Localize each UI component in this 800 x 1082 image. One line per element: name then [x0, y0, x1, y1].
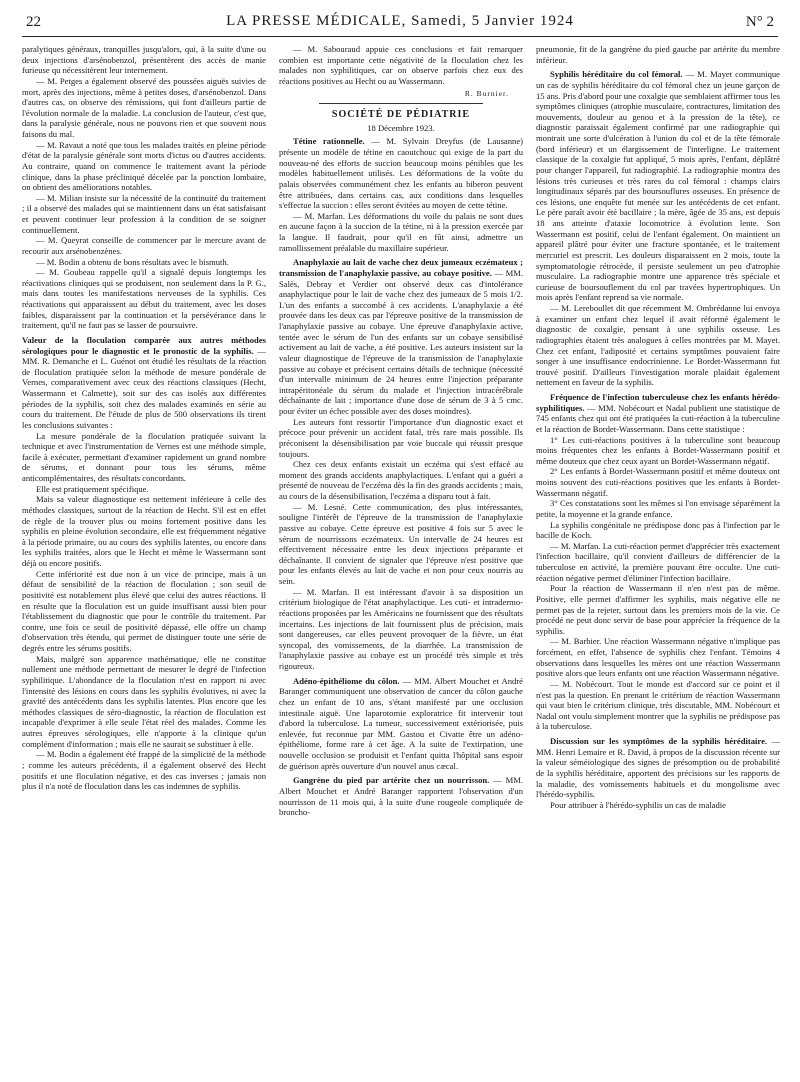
article-paragraph	[22, 335, 266, 431]
paragraph: — M. Lesné. Cette communication, des plus intéressantes, souligne l'intérêt de l'épreuve de la transmission de l'anaphylaxie passive au cobaye. Cette épreuve est positive 4 fois sur 5 avec le sérum de nourrissons eczémateux. Un intervalle de 24 heures est effectivement nécessaire entre les deux injections préparante et déchaînante. Il convient de signaler que l'épreuve n'est positive que pour les enfants élevés au lait de vache et non pour ceux nourris au sein.	[279, 501, 523, 586]
article-body: — MM. Henri Lemaire et R. David, à propos de la discussion récente sur la valeur séméiologique des signes de présomption ou de probabilité de la syphilis héréditaire, apportent des précisions sur les rapports de la maladie, des vomissements habituels et du mongolisme avec l'hérédo-syphilis.	[536, 736, 780, 800]
section-divider	[319, 103, 483, 104]
article-heading: Fréquence de l'infection tuberculeuse chez les enfants hérédo-syphilitiques.	[536, 392, 780, 413]
paragraph: — M. Milian insiste sur la nécessité de la continuité du traitement ; il a observé des malades qui se maintiennent dans un état satisfaisant et peuvent continuer leur profession à la condition de se soigner continuellement.	[22, 192, 266, 235]
paragraph: — M. Bodin a également été frappé de la simplicité de la méthode ; comme les auteurs précédents, il a également observé des Hecht positifs et une floculation négative, et des cas inverses ; jamais non plus il n'a noté de floculation dans les cas indemnes de syphilis.	[22, 749, 266, 792]
article-heading: Gangrène du pied par artérite chez un nourrisson.	[293, 775, 490, 786]
column-2	[279, 44, 523, 1072]
paragraph: — M. Bodin a obtenu de bons résultats avec le bismuth.	[36, 256, 229, 267]
article-heading: Anaphylaxie au lait de vache chez deux jumeaux eczémateux ; transmission de l'anaphylaxie passive, au cobaye positive.	[279, 257, 523, 278]
page-number: 22	[26, 14, 41, 30]
article-body: — M. Mayet communique un cas de syphilis héréditaire du col fémoral chez un jeune garçon de 15 ans. Pris d'abord pour une coxalgie que semblaient affirmer tous les symptômes cliniques (atrophie musculaire, contractures, limitation des mouvements, douleur au genou et à la pression de la tête), ce diagnostic paraissait également confirmé par une radiographie qui montrait une sorte d'ulcération à l'union du col et de la tête fémorale (bord inférieur) et un élargissement de l'interligne. Le traitement classique de la coxalgie fut appliqué, 5 mois après, l'enfant, déplâtré pour changer l'appareil, fut radiographié. La radiographie montra des lésions très curieuses et très rares du col fémoral : champs clairs longitudinaux séparés par des boursouflures osseuses. En présence de ces lésions, une enquête fut menée sur les antécédents de cet enfant. Le père paraît avoir été bacillaire ; la mère, âgée de 35 ans, est depuis 18 ans atteinte d'ataxie locomotrice à évolution lente. Son Wassermann est positif, celui de l'enfant également. On maintient un appareil plâtré pour éviter une fracture spontanée, et le traitement mercuriel est prescrit. Les douleurs disparaissent en 2 mois, toute la symptomatologie rétrocède, il persiste seulement un peu d'atrophie musculaire. La radiographie montre une apparence très spéciale et curieuse de boursouflement du col par travées hypertrophiques. Un mois après l'enfant reprend sa vie normale.	[536, 69, 780, 303]
paragraph: — M. Marfan. La cuti-réaction permet d'apprécier très exactement l'infection bacillaire, qu'il convient d'ailleurs de différencier de la tuberculose en activité, la première pouvant être occulte. Une cuti-réaction négative permet d'éliminer l'infection bacillaire.	[536, 540, 780, 583]
article-heading: Syphilis héréditaire du col fémoral.	[550, 69, 683, 80]
paragraph: — M. Lereboullet dit que récemment M. Ombrédanne lui envoya à examiner un enfant chez lequel il avait réformé également le diagnostic de coxalgie, pensant à une syphilis osseuse. Les radiographies étaient très analogues à celles montrées par M. Mayet. Chez cet enfant, l'adiposité et certains symptômes pouvaient faire songer à une insuffisance endocrinienne. Le Bordet-Wassermann fut trouvé positif. D'ailleurs l'investigation morale plaidait également nettement en faveur de la syphilis.	[536, 303, 780, 388]
paragraph: La syphilis congénitale ne prédispose donc pas à l'infection par le bacille de Koch.	[536, 519, 780, 541]
article-heading: Valeur de la floculation comparée aux autres méthodes sérologiques pour le diagnostic et le pronostic de la syphilis.	[22, 334, 266, 356]
page-header	[22, 10, 778, 37]
article-paragraph	[279, 257, 523, 416]
journal-title: LA PRESSE MÉDICALE, Samedi, 5 Janvier 1924	[226, 13, 574, 29]
paragraph: — M. Nobécourt. Tout le monde est d'accord sur ce point et il n'est pas la question. En prenant le critérium de réaction Wassermann qui vaut bien le critérium clinique, très discutable, MM. Nobécourt et Nadal ont voulu simplement montrer que la syphilis ne prédispose pas à la tuberculose.	[536, 678, 780, 732]
paragraph: — M. Barbier. Une réaction Wassermann négative n'implique pas forcément, en effet, l'absence de syphilis chez l'enfant. Témoins 4 observations dans lesquelles les mères ont une réaction Wassermann positive alors que leurs enfants ont une réaction Wassermann négative.	[536, 636, 780, 679]
paragraph: — M. Marfan. Les déformations du voile du palais ne sont dues en aucune façon à la succion de la tétine, ni à la pression exercée par la langue. Il faudrait, pour qu'il en fût ainsi, admettre un ramollissement préalable du maxillaire supérieur.	[279, 210, 523, 253]
article-body: — MM. Salès, Debray et Verdier ont observé deux cas d'intolérance anaphylactique pour le lait de vache chez des jumeaux de 5 mois 1/2. L'un des enfants a succombé à ces accidents. L'anaphylaxie a été prouvée dans les deux cas par l'épreuve positive de la transmission de l'anaphylaxie passive au cobaye. Une épreuve d'anaphylaxie active, tentée avec le sérum de l'un des enfants sur un cobaye sensibilisé activement au lait de vache, a été positive. Les auteurs insistent sur la valeur diagnostique de l'épreuve de la transmission de l'anaphylaxie passive au cobaye et précisent certains détails de technique (nécessité d'un intervalle minimum de 24 heures entre l'injection préparante intrapéritonéale du sérum du malade et l'injection intracérébrale déchaînante de lait ; importance d'une dose de sérum de 3 à 5 cmc. pour éviter un échec possible avec des doses moindres).	[279, 267, 523, 416]
paragraph: Pour la réaction de Wassermann il n'en n'est pas de même. Positive, elle permet d'affirmer les syphilis, mais négative elle ne permet pas de la rejeter, surtout dans les premiers mois de la vie. Ce procédé ne peut donc servir de base pour apprécier la fréquence de la syphilis.	[536, 583, 780, 636]
article-paragraph	[279, 775, 523, 818]
article-heading: Adéno-épithéliome du côlon.	[293, 675, 400, 686]
signature: R. Burnier.	[464, 88, 509, 98]
article-columns	[22, 44, 780, 1072]
paragraph: — M. Ravaut a noté que tous les malades traités en pleine période d'état de la paralysie générale sont morts d'ictus ou d'autres accidents. Au contraire, quand on commence le traitement avant la période clinique, dans la phase précliniqué décelée par la ponction lombaire, on obtient des améliorations notables.	[22, 139, 266, 193]
paragraph: 3° Ces constatations sont les mêmes si l'on envisage séparément la petite, la moyenne et la grande enfance.	[536, 498, 780, 519]
paragraph: Mais sa valeur diagnostique est nettement inférieure à celle des méthodes classiques, surtout de la réaction de Hecht. S'il est en effet de règle de la trouver plus ou moins fortement positive dans les syphilis en pleine évolution secondaire, elle est fréquemment négative à la période primaire, ou au cours des syphilis latentes, ou encore dans les syphilis traitées, alors que le Hecht et même le Wassermann sont déjà ou encore positifs.	[22, 494, 266, 568]
article-paragraph	[536, 69, 780, 303]
article-body: — MM. Albert Mouchet et André Baranger rapportent l'observation d'un nourrisson de 11 mois qui, à la suite d'une rougeole compliquée de broncho-	[279, 775, 523, 818]
paragraph: — M. Queyrat conseille de commencer par le mercure avant de recourir aux arsénobenzènes.	[22, 235, 266, 256]
paragraph: Pour attribuer à l'hérédo-syphilis un cas de maladie	[550, 799, 726, 810]
article-body: — MM. R. Demanche et L. Guénot ont étudié les résultats de la réaction de floculation pratiquée selon la méthode de mesure pondérale de Vernes, comparativement avec ceux des réactions classiques (Hecht, Wassermann et Calmette), soit sur des cas isolés aux différentes périodes de la syphilis, soit chez des malades examinés en série au cours du traitement. De l'étude de plus de 500 observations ils tirent les conclusions suivantes :	[22, 345, 266, 430]
article-paragraph	[279, 136, 523, 210]
paragraph: — M. Goubeau rappelle qu'il a signalé depuis longtemps les réactivations cliniques qui se produisent, non seulement dans la P. G., mais dans toutes les manifestations nerveuses de la syphilis. Ces réactivations qui apparaissent au début du traitement, avec les doses faibles, disparaissent par la continuation et la persévérance dans le traitement, qu'il ne faut pas se lasser de poursuivre.	[22, 267, 266, 331]
article-body: — MM. Nobécourt et Nadal publient une statistique de 745 enfants chez qui ont été pratiquées la cuti-réaction à la tuberculine et la réaction de Bordet-Wassermann. Dans cette statistique :	[536, 402, 780, 434]
column-3	[536, 44, 780, 1072]
paragraph: Mais, malgré son apparence mathématique, elle ne constitue nullement une méthode permettant de mesurer le degré de l'infection syphilitique. L'abondance de la floculation n'est en rapport ni avec l'intensité des lésions en cours dans les syphilis évolutives, ni avec la gravité des antécédents dans les syphilis latentes. Plus encore que les méthodes classiques de séro-diagnostic, la réaction de floculation est incapable d'exprimer à elle seule l'état réel des malades. Comme les autres épreuves sérologiques, elle n'apporte à la clinique qu'un complément d'information ; mais elle ne saurait se substituer à elle.	[22, 653, 266, 749]
paragraph: pneumonie, fit de la gangrène du pied gauche par artérite du membre inférieur.	[536, 44, 780, 65]
column-1	[22, 44, 266, 1072]
article-body: — MM. Albert Mouchet et André Baranger communiquent une observation de cancer du côlon gauche chez un enfant de 10 ans, s'étant manifesté par une occlusion intestinale aiguë. Une laparotomie exploratrice fit intervenir tout d'abord la tuberculose. La tumeur, successivement extériorisée, puis enlevée, fut reconnue par MM. Gastou et Civatte être un adéno-épithéliome, forme rare à cet âge. A la suite de l'extirpation, une nouvelle occlusion se produisit et l'enfant quitta l'hôpital sans espoir de guérison après ouverture d'un nouvel anus cæcal.	[279, 675, 523, 771]
article-heading: Discussion sur les symptômes de la syphilis héréditaire.	[550, 736, 768, 746]
article-body: — M. Sylvain Dreyfus (de Lausanne) présente un modèle de tétine en caoutchouc qui exige de la part du nouveau-né des efforts de succion beaucoup moins pénibles que les modèles habituellement utilisés. Les déformations de la voûte du palais observées communément chez les enfants au biberon peuvent être attribuées, dans certains cas, aux conditions dans lesquelles s'effectue la succion : elles seront évitées au moyen de cette tétine.	[279, 136, 523, 211]
article-paragraph	[536, 736, 780, 800]
section-title: SOCIÉTÉ DE PÉDIATRIE	[331, 109, 471, 121]
paragraph: — M. Sabouraud appuie ces conclusions et fait remarquer combien est importante cette négativité de la floculation chez les malades non syphilitiques, car on observe parfois chez eux des réactions positives au Hecht ou au Wassermann.	[279, 44, 523, 86]
paragraph: La mesure pondérale de la floculation pratiquée suivant la technique et avec l'instrumentation de Vernes est une méthode simple, facile à exécuter, permettant d'examiner rapidement un grand nombre de sérums, et donnant pour tous les sérums, même anticomplémentaires, des résultats concordants.	[22, 430, 266, 483]
paragraph: paralytiques généraux, tranquilles jusqu'alors, qui, à la suite d'une ou deux injections d'arsénobenzol, présentèrent des accès de manie furieuse qu nécessitèrent leur internement.	[22, 44, 266, 76]
article-heading: Tétine rationnelle.	[293, 136, 365, 147]
article-paragraph	[279, 676, 523, 772]
section-date: 18 Décembre 1923.	[367, 122, 435, 133]
paragraph: — M. Petges a également observé des poussées aiguës suivies de mort, après des injections, même à petites doses, d'arsénobenzol. Dans d'autres cas, on observe des rémissions, qui font d'ailleurs partie de l'évolution normale de la maladie. La conclusion de l'auteur, c'est que, dans la paralysie générale, nous ne pouvons rien et que souvent nous faisons du mal.	[22, 75, 266, 139]
paragraph: Cette infériorité est due non à un vice de principe, mais à un défaut de sensibilité de la réaction de floculation ; son seuil de positivité est notablement plus élevé que celui des autres réactions. Il en résulte que la floculation est un guide insuffisant aussi bien pour l'établissement du diagnostic que pour le contrôle du traitement. Par contre, une fois ce seuil de positivité dépassé, elle offre un champ d'observation très étendu, qui permet de distinguer toute une série de degrés entre les sérums positifs.	[22, 568, 266, 653]
article-paragraph	[536, 392, 780, 435]
paragraph: 1° Les cuti-réactions positives à la tuberculine sont beaucoup moins fréquentes chez les enfants à Bordet-Wassermann positif et même douteux que chez ceux ayant un Bordet-Wassermann négatif.	[536, 434, 780, 466]
paragraph: — M. Marfan. Il est intéressant d'avoir à sa disposition un critérium biologique de l'état anaphylactique. Les cuti- et intradermo-réactions proposées par les Américains ne fournissent que des résultats incertains. Les injections de lait fournissent plus de précision, mais sont dangereuses, car elles peuvent provoquer de la fièvre, un état syncopal, des vomissements, de la diarrhée. La transmission de l'anaphylaxie passive au cobaye est un procédé très simple et très rigoureux.	[279, 586, 523, 671]
paragraph: 2° Les enfants à Bordet-Wassermann positif et même douteux ont moins souvent des cuti-réactions positives que les enfants à Bordet-Wassermann négatif.	[536, 466, 780, 498]
paragraph: Chez ces deux enfants existait un eczéma qui s'est effacé au moment des grands accidents anaphylactiques. L'enfant qui a guéri a présenté de nouveau de l'eczéma dès la fin des grands accidents ; mais, au cours de la désensibilisation, l'eczéma a disparu tout à fait.	[279, 459, 523, 501]
issue-number: N° 2	[745, 14, 774, 30]
paragraph: Elle est pratiquement spécifique.	[36, 483, 149, 494]
paragraph: Les auteurs font ressortir l'importance d'un diagnostic exact et précoce pour prévenir un accident fatal, très rare mais possible. Ils préconisent la désensibilisation par voie buccale qui réussit presque toujours.	[279, 416, 523, 459]
